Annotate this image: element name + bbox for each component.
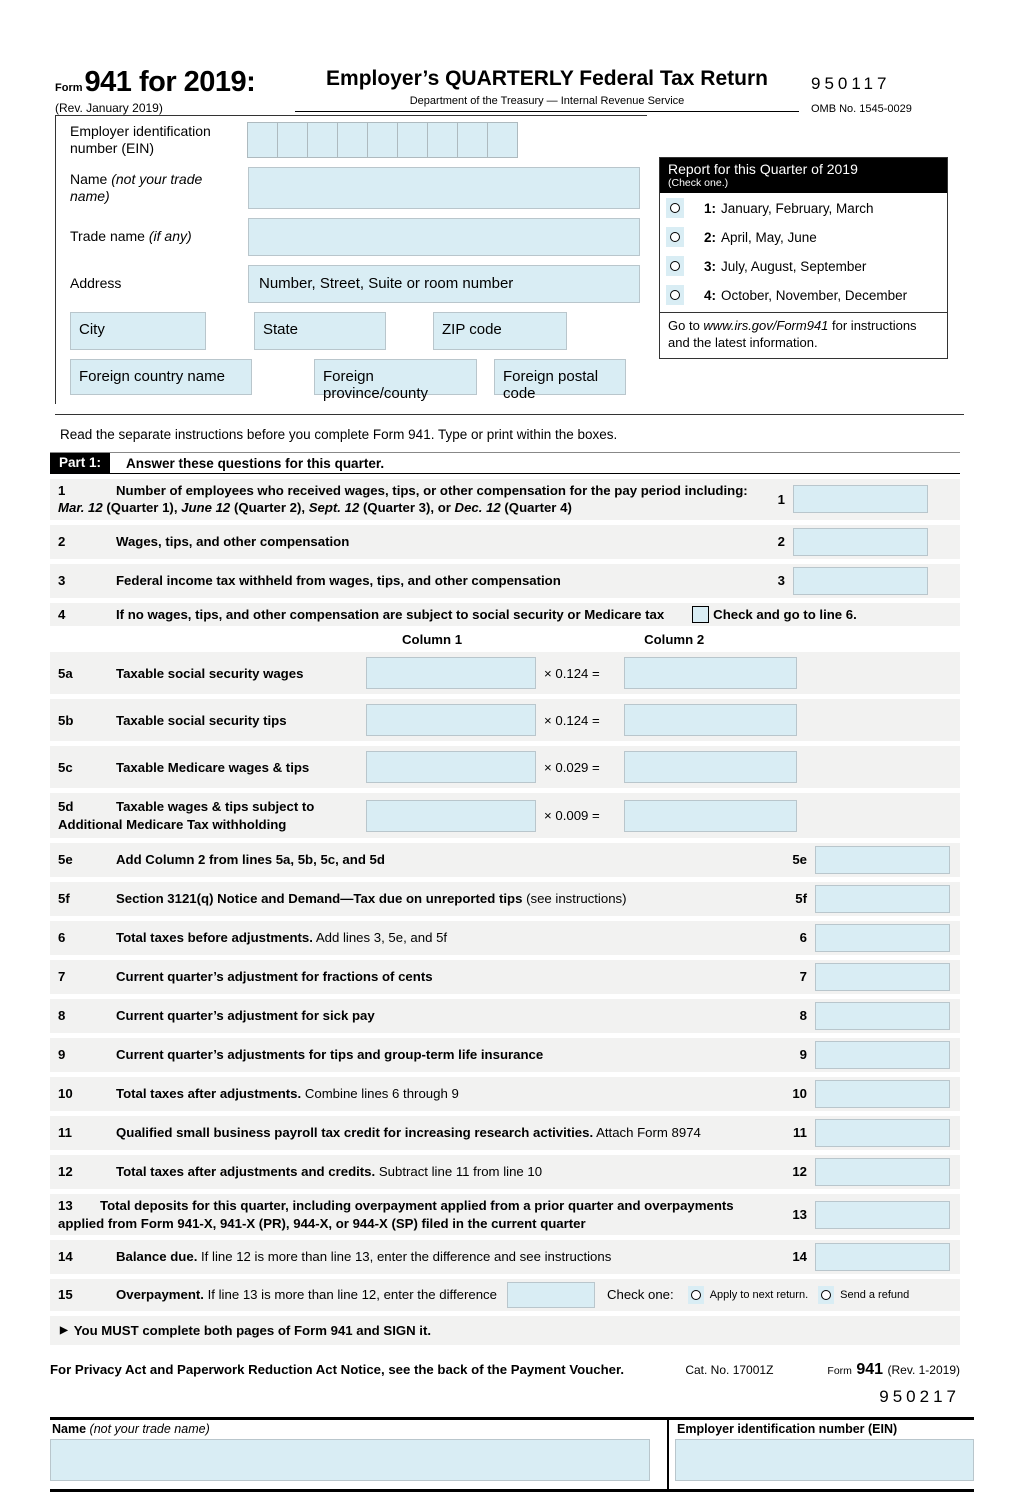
line-4-row: 4 If no wages, tips, and other compensation are subject to social security or Medicare tax Check and go to line 6. (50, 603, 960, 626)
ein-cell[interactable] (487, 122, 518, 158)
line-3-text: Federal income tax withheld from wages, tips, and other compensation (116, 573, 561, 589)
line-11-text: Qualified small business payroll tax credit for increasing research activities. Attach Form 8974 (116, 1125, 701, 1141)
line-12-row: 12 Total taxes after adjustments and credits. Subtract line 11 from line 10 12 (50, 1155, 960, 1189)
line-5b-column1-field[interactable] (366, 704, 536, 736)
apply-to-next-return-option[interactable]: Apply to next return. (688, 1286, 808, 1304)
form-revision: (Rev. January 2019) (55, 101, 163, 115)
part1-label: Part 1: (50, 453, 110, 473)
employer-identification-section (55, 115, 964, 415)
line-9-amount-field[interactable] (815, 1041, 950, 1069)
city-field[interactable]: City (70, 312, 206, 350)
line-13-row: 13 Total deposits for this quarter, including overpayment applied from a prior quarter and overpayments applied from Form 941-X, 941-X (PR), 944-X, or 944-X (SP) filed in the current quarter 13 (50, 1194, 960, 1235)
line-5a-multiplier: × 0.124 = (544, 665, 600, 681)
line-8-text: Current quarter’s adjustment for sick pay (116, 1008, 375, 1024)
line-7-amount-field[interactable] (815, 963, 950, 991)
department-line: Department of the Treasury — Internal Revenue Service (295, 95, 799, 112)
line-10-row: 10 Total taxes after adjustments. Combine lines 6 through 9 10 (50, 1077, 960, 1111)
line-5d-multiplier: × 0.009 = (544, 807, 600, 823)
line-5f-amount-field[interactable] (815, 885, 950, 913)
line-5c-row: 5c Taxable Medicare wages & tips × 0.029 = (50, 746, 960, 788)
apply-next-return-radio[interactable] (688, 1286, 704, 1304)
line-5a-text: Taxable social security wages (116, 665, 304, 681)
quarter-option-2[interactable]: 2: April, May, June (660, 222, 947, 251)
radio-icon (821, 1290, 831, 1300)
footer-row (50, 1361, 960, 1379)
line-5e-text: Add Column 2 from lines 5a, 5b, 5c, and 5d (116, 852, 385, 868)
page2-carryover-strip (50, 1417, 974, 1492)
line-2-row: 2 Wages, tips, and other compensation 2 (50, 525, 960, 559)
right-arrow-icon: ▶ (60, 1325, 68, 1337)
foreign-country-field[interactable]: Foreign country name (70, 359, 252, 395)
form-id-footer: Form 941 (Rev. 1-2019) (827, 1361, 960, 1379)
line-1-amount-field[interactable] (793, 485, 928, 513)
quarter-box-header: Report for this Quarter of 2019 (Check one.) (660, 158, 947, 193)
line-2-amount-field[interactable] (793, 528, 928, 556)
radio-icon (691, 1290, 701, 1300)
line-13-amount-field[interactable] (815, 1201, 950, 1229)
line-8-amount-field[interactable] (815, 1002, 950, 1030)
line-5a-column1-field[interactable] (366, 657, 536, 689)
line-14-amount-field[interactable] (815, 1243, 950, 1271)
quarter-report-box (659, 157, 948, 359)
line-3-row: 3 Federal income tax withheld from wages, tips, and other compensation 3 (50, 564, 960, 598)
trade-name-label: Trade name (if any) (70, 228, 192, 245)
line-5f-text: Section 3121(q) Notice and Demand—Tax due on unreported tips (see instructions) (116, 891, 627, 907)
line-5c-text: Taxable Medicare wages & tips (116, 759, 310, 775)
line-5c-column2-field[interactable] (624, 751, 797, 783)
line-5f-row: 5f Section 3121(q) Notice and Demand—Tax due on unreported tips (see instructions) 5f (50, 882, 960, 916)
line-9-row: 9 Current quarter’s adjustments for tips and group-term life insurance 9 (50, 1038, 960, 1072)
line-4-checkbox[interactable] (692, 606, 709, 623)
catalog-number: Cat. No. 17001Z (685, 1363, 774, 1378)
line-5a-row: 5a Taxable social security wages × 0.124 = (50, 652, 960, 694)
line-7-row: 7 Current quarter’s adjustment for fractions of cents 7 (50, 960, 960, 994)
column-1-header: Column 1 (402, 632, 463, 648)
column-2-header: Column 2 (644, 632, 705, 648)
line-5d-text: Taxable wages & tips subject to Additional Medicare Tax withholding (58, 799, 315, 832)
ein-cell[interactable] (337, 122, 368, 158)
radio-icon (670, 290, 680, 300)
name-field[interactable] (248, 167, 640, 209)
send-refund-radio[interactable] (818, 1286, 834, 1304)
ein-cell[interactable] (247, 122, 278, 158)
line-6-amount-field[interactable] (815, 924, 950, 952)
line-3-amount-field[interactable] (793, 567, 928, 595)
address-label: Address (70, 275, 122, 292)
line-5a-column2-field[interactable] (624, 657, 797, 689)
line-5e-amount-field[interactable] (815, 846, 950, 874)
name-label: Name (not your trade name) (70, 170, 203, 204)
line-10-text: Total taxes after adjustments. Combine lines 6 through 9 (116, 1086, 459, 1102)
line-6-text: Total taxes before adjustments. Add lines 3, 5e, and 5f (116, 930, 448, 946)
part1-body (50, 479, 960, 1345)
privacy-notice: For Privacy Act and Paperwork Reduction Act Notice, see the back of the Payment Voucher. (50, 1362, 625, 1378)
trade-name-field[interactable] (248, 218, 640, 256)
line-5d-row: 5d Taxable wages & tips subject to Additional Medicare Tax withholding × 0.009 = (50, 793, 960, 838)
line-5e-row: 5e Add Column 2 from lines 5a, 5b, 5c, and 5d 5e (50, 843, 960, 877)
ein-cell[interactable] (427, 122, 458, 158)
line-5c-multiplier: × 0.029 = (544, 759, 600, 775)
line-1-number: 1 (58, 483, 66, 498)
line-1-text: Number of employees who received wages, tips, or other compensation for the pay period including: Mar. 12 (Quarter 1), June 12 (Quarter 2), Sept. 12 (Quarter 3), or Dec. 12 (Quarter 4) (58, 483, 748, 516)
line-5b-column2-field[interactable] (624, 704, 797, 736)
foreign-province-field[interactable]: Foreign province/county (314, 359, 477, 395)
ein-cell[interactable] (307, 122, 338, 158)
column-headers (50, 632, 960, 647)
form-title: 941 for 2019: (84, 66, 256, 98)
line-11-row: 11 Qualified small business payroll tax credit for increasing research activities. Attach Form 8974 11 (50, 1116, 960, 1150)
line-5b-multiplier: × 0.124 = (544, 712, 600, 728)
quarter-option-1[interactable]: 1: January, February, March (660, 193, 947, 222)
form-code-bottom: 950217 (879, 1387, 960, 1407)
line-5b-text: Taxable social security tips (116, 712, 287, 728)
ein-cell[interactable] (457, 122, 488, 158)
zip-code-field[interactable]: ZIP code (433, 312, 567, 350)
line-6-row: 6 Total taxes before adjustments. Add lines 3, 5e, and 5f 6 (50, 921, 960, 955)
page-title: Employer’s QUARTERLY Federal Tax Return (326, 67, 768, 90)
quarter-3-radio[interactable] (666, 256, 684, 276)
bottom-name-field[interactable] (50, 1439, 650, 1481)
read-instructions-note: Read the separate instructions before you complete Form 941. Type or print within the boxes. (60, 427, 618, 442)
line-9-text: Current quarter’s adjustments for tips and group-term life insurance (116, 1047, 544, 1063)
form-word: Form (55, 82, 83, 94)
quarter-option-3[interactable]: 3: July, August, September (660, 251, 947, 280)
check-one-label: Check one: (606, 1287, 674, 1303)
line-15-text: Overpayment. If line 13 is more than line 12, enter the difference (116, 1287, 497, 1303)
bottom-ein-label: Employer identification number (EIN) (677, 1422, 898, 1437)
ein-cell[interactable] (277, 122, 308, 158)
send-refund-option[interactable]: Send a refund (818, 1286, 909, 1304)
ein-label: Employer identification number (EIN) (70, 122, 211, 156)
ein-cell[interactable] (397, 122, 428, 158)
radio-icon (670, 232, 680, 242)
line-7-text: Current quarter’s adjustment for fractions of cents (116, 969, 433, 985)
line-14-text: Balance due. If line 12 is more than line 13, enter the difference and see instructions (116, 1249, 612, 1265)
line-14-row: 14 Balance due. If line 12 is more than line 13, enter the difference and see instructions 14 (50, 1240, 960, 1274)
line-15-row: 15 Overpayment. If line 13 is more than line 12, enter the difference Check one: Apply to next return. Send a refund (50, 1279, 960, 1311)
ein-input-cells (248, 122, 518, 158)
line-8-row: 8 Current quarter’s adjustment for sick pay 8 (50, 999, 960, 1033)
foreign-postal-field[interactable]: Foreign postal code (494, 359, 626, 395)
line-5c-column1-field[interactable] (366, 751, 536, 783)
line-2-text: Wages, tips, and other compensation (116, 534, 350, 550)
form-header (0, 0, 1024, 115)
line-5b-row: 5b Taxable social security tips × 0.124 = (50, 699, 960, 741)
omb-number: OMB No. 1545-0029 (811, 103, 912, 115)
ein-cell[interactable] (367, 122, 398, 158)
goto-instructions: Go to www.irs.gov/Form941 for instructions and the latest information. (660, 312, 947, 358)
bottom-ein-field[interactable] (675, 1439, 974, 1481)
quarter-1-radio[interactable] (666, 198, 684, 218)
line-12-amount-field[interactable] (815, 1158, 950, 1186)
line-5d-column1-field[interactable] (366, 800, 536, 832)
radio-icon (670, 261, 680, 271)
line-5d-column2-field[interactable] (624, 800, 797, 832)
address-field[interactable]: Number, Street, Suite or room number (248, 265, 640, 303)
bottom-name-label: Name (not your trade name) (52, 1422, 210, 1437)
line-4-text: If no wages, tips, and other compensation are subject to social security or Medicare tax (116, 606, 665, 622)
form-code-top: 950117 (811, 74, 891, 93)
state-field[interactable]: State (254, 312, 386, 350)
line-10-amount-field[interactable] (815, 1080, 950, 1108)
line-12-text: Total taxes after adjustments and credits. Subtract line 11 from line 10 (116, 1164, 543, 1180)
line-15-amount-field[interactable] (507, 1282, 595, 1308)
line-13-text: Total deposits for this quarter, including overpayment applied from a prior quarter and overpayments applied from Form 941-X, 941-X (PR), 944-X, or 944-X (SP) filed in the current quarter (58, 1198, 734, 1231)
part1-title: Answer these questions for this quarter. (126, 455, 385, 471)
quarter-4-radio[interactable] (666, 285, 684, 305)
quarter-option-4[interactable]: 4: October, November, December (660, 280, 947, 309)
quarter-2-radio[interactable] (666, 227, 684, 247)
must-complete-note: ▶ You MUST complete both pages of Form 941 and SIGN it. (50, 1316, 960, 1345)
part1-header (50, 452, 960, 474)
radio-icon (670, 203, 680, 213)
line-1-row: 1 Number of employees who received wages, tips, or other compensation for the pay period including: Mar. 12 (Quarter 1), June 12 (Quarter 2), Sept. 12 (Quarter 3), or Dec. 12 (Quarter 4) 1 (50, 479, 960, 520)
line-4-checkbox-label: Check and go to line 6. (713, 606, 857, 622)
line-11-amount-field[interactable] (815, 1119, 950, 1147)
